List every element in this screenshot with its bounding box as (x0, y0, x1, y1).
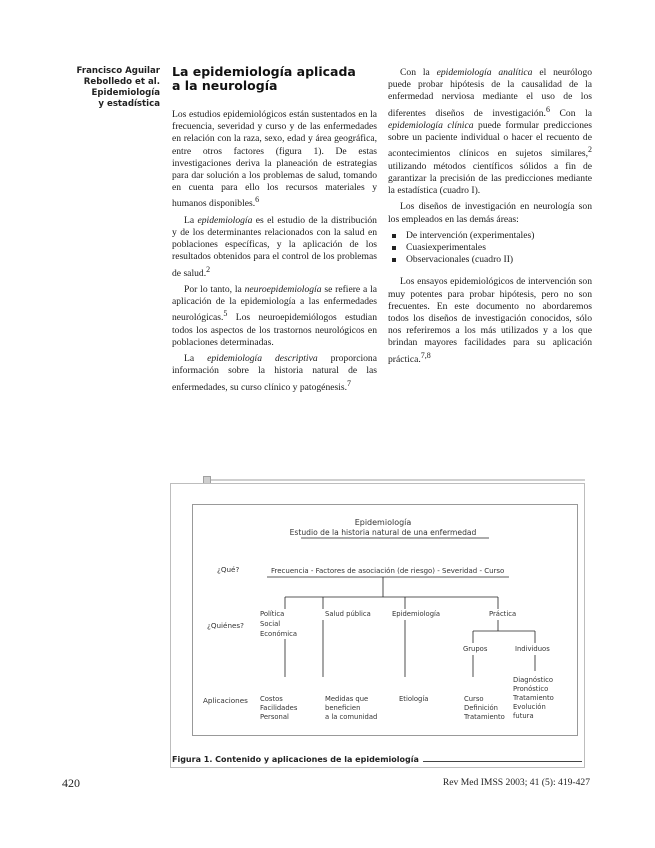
paragraph: Con la epidemiología analítica el neurólogo puede probar hipótesis de la causalidad de la enfermedad nerviosa mediante el uso de los diferentes diseños de investigación.$^6$ Con la epidemiología clínica puede formular predicciones sobre un paciente individual o hacer el recuento de acontecimientos clínicos en sujetos similares,$^2$ utilizando métodos científicos sólidos a fin de garantizar la precisión de las predicciones mediante la estadística (cuadro I). (388, 67, 592, 197)
app-personal: Personal (260, 713, 289, 721)
diagram-title: Epidemiología (354, 518, 412, 527)
paragraph: Los estudios epidemiológicos están sustentados en la frecuencia, severidad y curso y de las enfermedades en relación con la raza, sexo, edad y área geográfica, entre otros factores (figura 1). De estas investigaciones deriva la planeación de estrategias para dar solución a los problemas de salud, tomando en cuenta para ello los recursos materiales y humanos disponibles.$^6$ (172, 109, 377, 210)
section-title (172, 65, 372, 93)
left-column (172, 109, 377, 398)
paragraph: Los ensayos epidemiológicos de intervención son muy potentes para probar hipótesis, pero no son frecuentes. En este documento no abordaremos todos los diseños de investigación conocidos, sólo nos referiremos a los más utilizados y a los que brindan mayores facilidades para su aplicación práctica.$^{7,8}$ (388, 276, 592, 365)
paragraph: Los diseños de investigación en neurología son los empleados en las demás áreas: (388, 201, 592, 225)
app-facilidades: Facilidades (260, 704, 298, 712)
app-beneficien: beneficien (325, 704, 361, 712)
diagram-subtitle: Estudio de la historia natural de una enfermedad (289, 528, 477, 537)
list-item: De intervención (experimentales) (404, 230, 592, 242)
app-diagnostico: Diagnóstico (513, 676, 554, 684)
page-number: 420 (62, 776, 80, 790)
individuos-label: Individuos (515, 645, 550, 653)
list-item: Cuasiexperimentales (404, 242, 592, 254)
caption-rule (423, 761, 582, 762)
row-label-aplicaciones: Aplicaciones (203, 696, 248, 705)
app-futura: futura (513, 712, 534, 720)
branch-salud-publica: Salud pública (325, 610, 371, 618)
grupos-label: Grupos (463, 645, 488, 653)
caption-text: Figura 1. Contenido y aplicaciones de la epidemiología (172, 755, 419, 764)
author-sidebar (60, 66, 160, 110)
author-line: Rebolledo et al. (83, 77, 160, 87)
paragraph: La epidemiología descriptiva proporciona información sobre la historia natural de las enfermedades, su curso clínico y patogénesis.$^7$ (172, 353, 377, 393)
right-column (388, 67, 592, 370)
app-tratamiento-ind: Tratamiento (513, 694, 554, 702)
figure-caption (172, 755, 582, 764)
list-item: Observacionales (cuadro II) (404, 254, 592, 266)
branch-practica: Práctica (489, 610, 517, 618)
app-curso: Curso (464, 695, 484, 703)
title-line: La epidemiología aplicada (172, 64, 356, 79)
app-definicion: Definición (464, 704, 498, 712)
branch-economica: Económica (260, 630, 298, 638)
epidemiology-diagram (192, 504, 578, 736)
figure-top-bar (211, 479, 585, 481)
app-etiologia: Etiología (399, 695, 429, 703)
branch-social: Social (260, 620, 281, 628)
app-pronostico: Pronóstico (513, 685, 549, 693)
paragraph: La epidemiología es el estudio de la distribución y de los determinantes relacionados con la salud en poblaciones específicas, y la aplicación de los resultados obtenidos para el control de los problemas de salud.$^2$ (172, 214, 377, 279)
que-text: Frecuencia - Factores de asociación (de riesgo) - Severidad - Curso (271, 567, 505, 575)
app-costos: Costos (260, 695, 283, 703)
author-line: Epidemiología (91, 88, 160, 98)
app-comunidad: a la comunidad (325, 713, 378, 721)
app-medidas: Medidas que (325, 695, 369, 703)
app-tratamiento-grupos: Tratamiento (464, 713, 505, 721)
branch-politica: Política (260, 610, 285, 618)
design-list (388, 230, 592, 267)
app-evolucion: Evolución (513, 703, 546, 711)
author-line: Francisco Aguilar (76, 66, 160, 76)
row-label-que: ¿Qué? (217, 565, 240, 574)
author-line: y estadística (98, 99, 160, 109)
branch-epidemiologia: Epidemiología (392, 610, 441, 618)
paragraph: Por lo tanto, la neuroepidemiología se refiere a la aplicación de la epidemiología a las enfermedades neurológicas.$^5$ Los neuroepidemiólogos estudian todos los aspectos de los trastornos neurológicos en poblaciones determinadas. (172, 284, 378, 349)
title-line: a la neurología (172, 78, 278, 93)
row-label-quienes: ¿Quiénes? (207, 621, 244, 630)
journal-reference: Rev Med IMSS 2003; 41 (5): 419-427 (442, 777, 590, 788)
